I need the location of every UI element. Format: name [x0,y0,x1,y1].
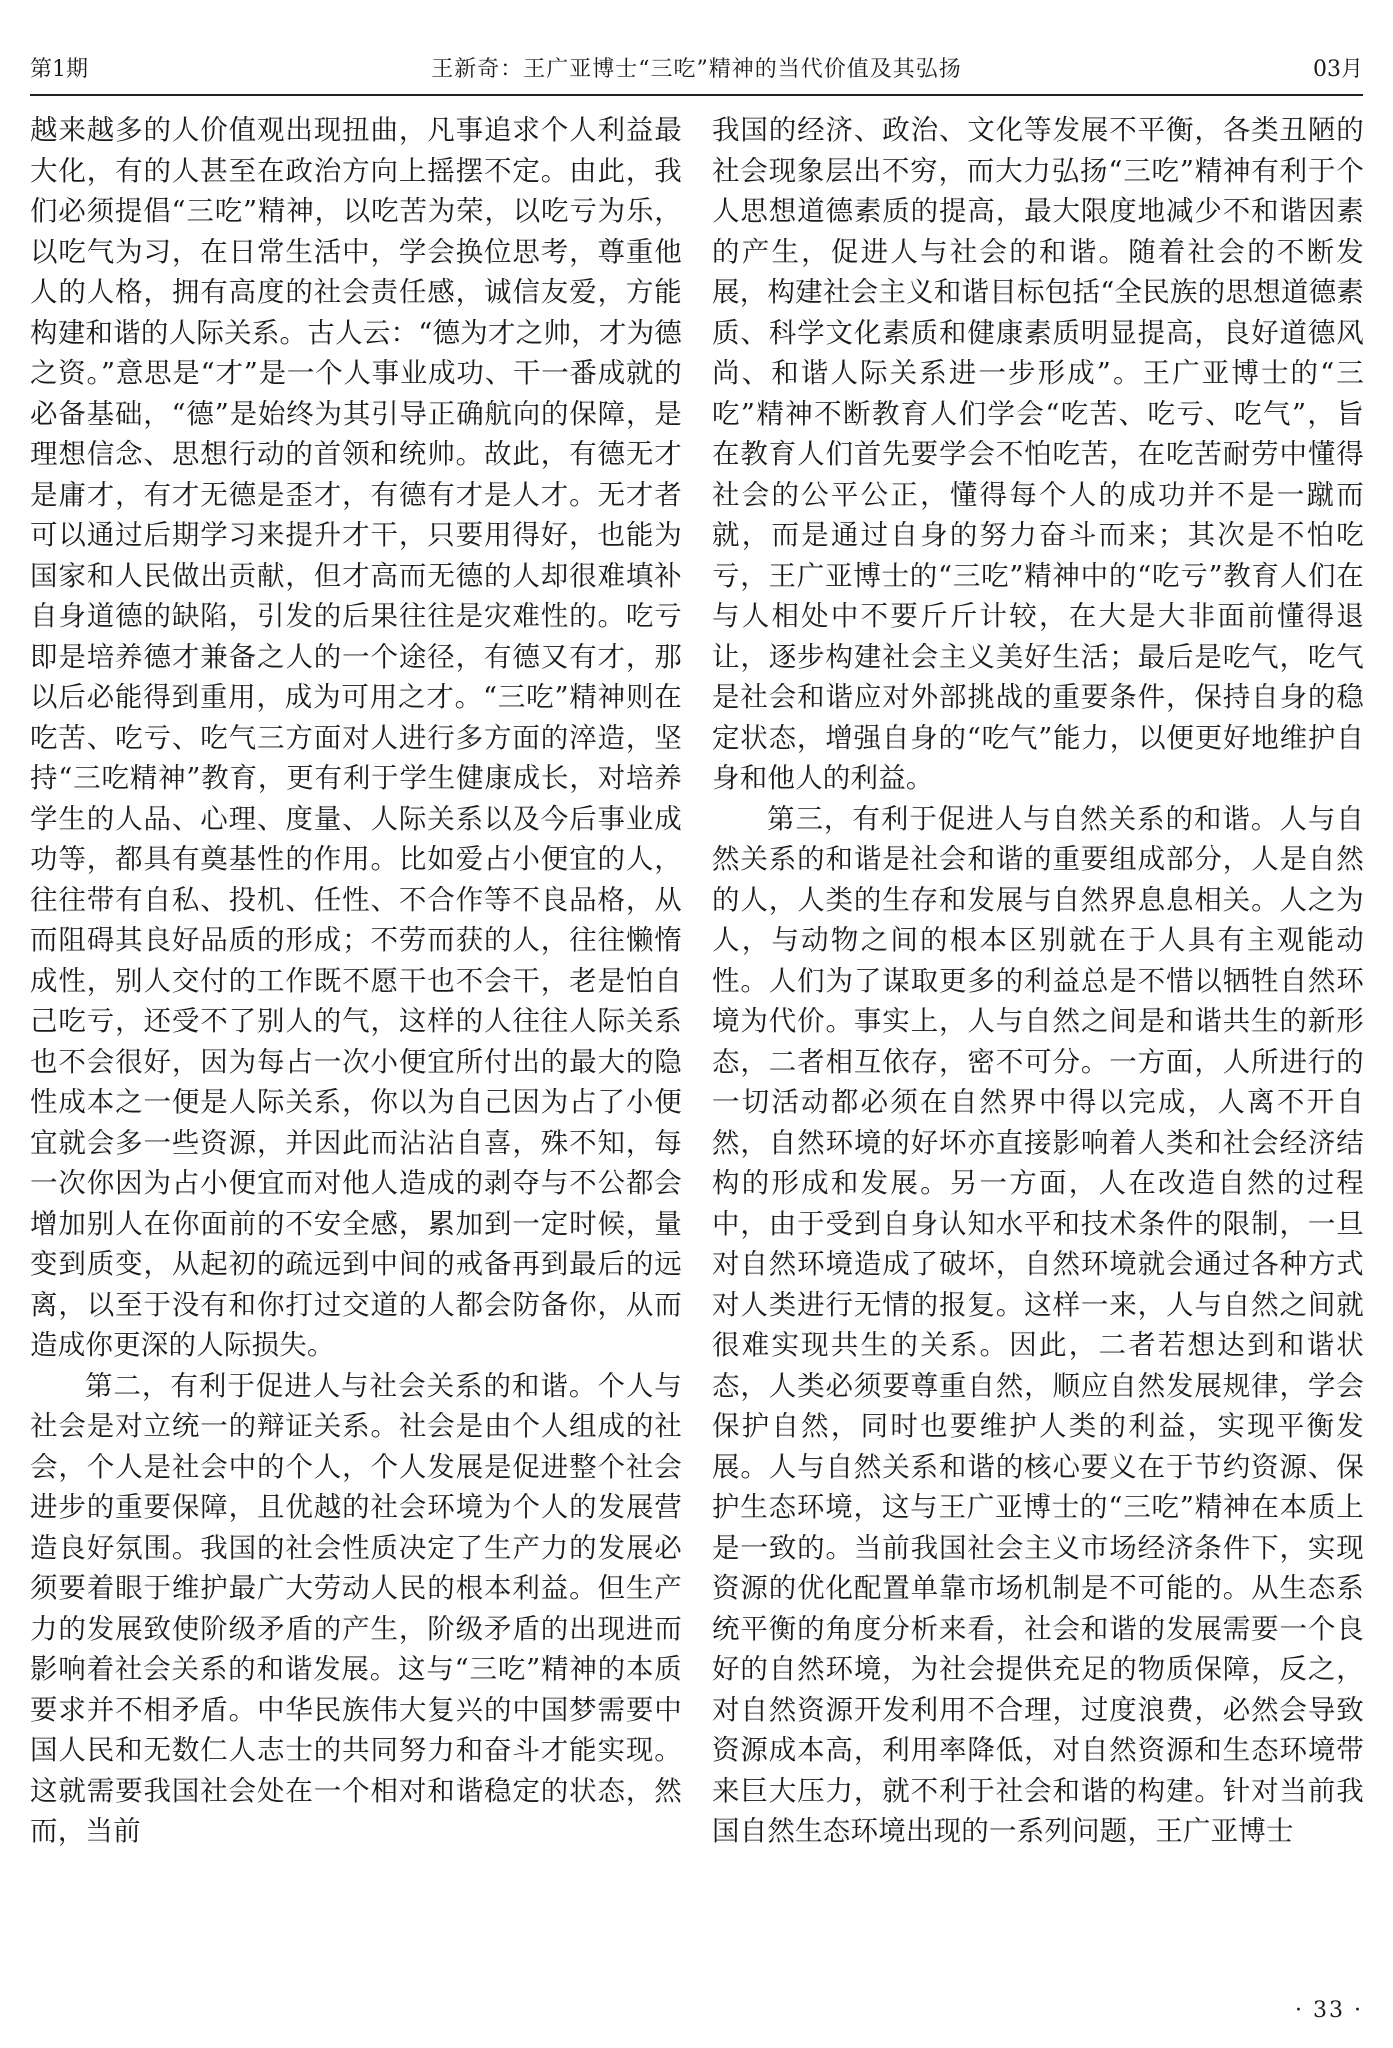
header-rule [30,94,1363,96]
issue-number: 第1期 [30,57,88,82]
issue-month: 03月 [1313,57,1363,82]
right-paragraph-2: 第三，有利于促进人与自然关系的和谐。人与自然关系的和谐是社会和谐的重要组成部分，人是自然的人，人类的生存和发展与自然界息息相关。人之为人，与动物之间的根本区别就在于人具有主观能动性。人们为了谋取更多的利益总是不惜以牺牲自然环境为代价。事实上，人与自然之间是和谐共生的新形态，二者相互依存，密不可分。一方面，人所进行的一切活动都必须在自然界中得以完成，人离不开自然，自然环境的好坏亦直接影响着人类和社会经济结构的形成和发展。另一方面，人在改造自然的过程中，由于受到自身认知水平和技术条件的限制，一旦对自然环境造成了破坏，自然环境就会通过各种方式对人类进行无情的报复。这样一来，人与自然之间就很难实现共生的关系。因此，二者若想达到和谐状态，人类必须要尊重自然，顺应自然发展规律，学会保护自然，同时也要维护人类的利益，实现平衡发展。人与自然关系和谐的核心要义在于节约资源、保护生态环境，这与王广亚博士的“三吃”精神在本质上是一致的。当前我国社会主义市场经济条件下，实现资源的优化配置单靠市场机制是不可能的。从生态系统平衡的角度分析来看，社会和谐的发展需要一个良好的自然环境，为社会提供充足的物质保障，反之，对自然资源开发利用不合理，过度浪费，必然会导致资源成本高，利用率降低，对自然资源和生态环境带来巨大压力，就不利于社会和谐的构建。针对当前我国自然生态环境出现的一系列问题，王广亚博士 [712,802,1364,1847]
running-header [30,52,1363,92]
right-paragraph-1: 我国的经济、政治、文化等发展不平衡，各类丑陋的社会现象层出不穷，而大力弘扬“三吃”精神有利于个人思想道德素质的提高，最大限度地减少不和谐因素的产生，促进人与社会的和谐。随着社会的不断发展，构建社会主义和谐目标包括“全民族的思想道德素质、科学文化素质和健康素质明显提高，良好道德风尚、和谐人际关系进一步形成”。王广亚博士的“三吃”精神不断教育人们学会“吃苦、吃亏、吃气”，旨在教育人们首先要学会不怕吃苦，在吃苦耐劳中懂得社会的公平公正，懂得每个人的成功并不是一蹴而就，而是通过自身的努力奋斗而来；其次是不怕吃亏，王广亚博士的“三吃”精神中的“吃亏”教育人们在与人相处中不要斤斤计较，在大是大非面前懂得退让，逐步构建社会主义美好生活；最后是吃气，吃气是社会和谐应对外部挑战的重要条件，保持自身的稳定状态，增强自身的“吃气”能力，以便更好地维护自身和他人的利益。 [712,114,1364,794]
left-column [30,110,682,1852]
page-number: · 33 · [1295,1998,1363,2023]
left-paragraph-2: 第二，有利于促进人与社会关系的和谐。个人与社会是对立统一的辩证关系。社会是由个人组成的社会，个人是社会中的个人，个人发展是促进整个社会进步的重要保障，且优越的社会环境为个人的发展营造良好氛围。我国的社会性质决定了生产力的发展必须要着眼于维护最广大劳动人民的根本利益。但生产力的发展致使阶级矛盾的产生，阶级矛盾的出现进而影响着社会关系的和谐发展。这与“三吃”精神的本质要求并不相矛盾。中华民族伟大复兴的中国梦需要中国人民和无数仁人志士的共同努力和奋斗才能实现。这就需要我国社会处在一个相对和谐稳定的状态，然而，当前 [30,1369,682,1847]
left-paragraph-1: 越来越多的人价值观出现扭曲，凡事追求个人利益最大化，有的人甚至在政治方向上摇摆不定。由此，我们必须提倡“三吃”精神，以吃苦为荣，以吃亏为乐，以吃气为习，在日常生活中，学会换位思考，尊重他人的人格，拥有高度的社会责任感，诚信友爱，方能构建和谐的人际关系。古人云：“德为才之帅，才为德之资。”意思是“才”是一个人事业成功、干一番成就的必备基础，“德”是始终为其引导正确航向的保障，是理想信念、思想行动的首领和统帅。故此，有德无才是庸才，有才无德是歪才，有德有才是人才。无才者可以通过后期学习来提升才干，只要用得好，也能为国家和人民做出贡献，但才高而无德的人却很难填补自身道德的缺陷，引发的后果往往是灾难性的。吃亏即是培养德才兼备之人的一个途径，有德又有才，那以后必能得到重用，成为可用之才。“三吃”精神则在吃苦、吃亏、吃气三方面对人进行多方面的淬造，坚持“三吃精神”教育，更有利于学生健康成长，对培养学生的人品、心理、度量、人际关系以及今后事业成功等，都具有奠基性的作用。比如爱占小便宜的人，往往带有自私、投机、任性、不合作等不良品格，从而阻碍其良好品质的形成；不劳而获的人，往往懒惰成性，别人交付的工作既不愿干也不会干，老是怕自己吃亏，还受不了别人的气，这样的人往往人际关系也不会很好，因为每占一次小便宜所付出的最大的隐性成本之一便是人际关系，你以为自己因为占了小便宜就会多一些资源，并因此而沾沾自喜，殊不知，每一次你因为占小便宜而对他人造成的剥夺与不公都会增加别人在你面前的不安全感，累加到一定时候，量变到质变，从起初的疏远到中间的戒备再到最后的远离，以至于没有和你打过交道的人都会防备你，从而造成你更深的人际损失。 [30,114,682,1361]
right-column [712,110,1364,1852]
running-title: 王新奇：王广亚博士“三吃”精神的当代价值及其弘扬 [431,57,962,82]
